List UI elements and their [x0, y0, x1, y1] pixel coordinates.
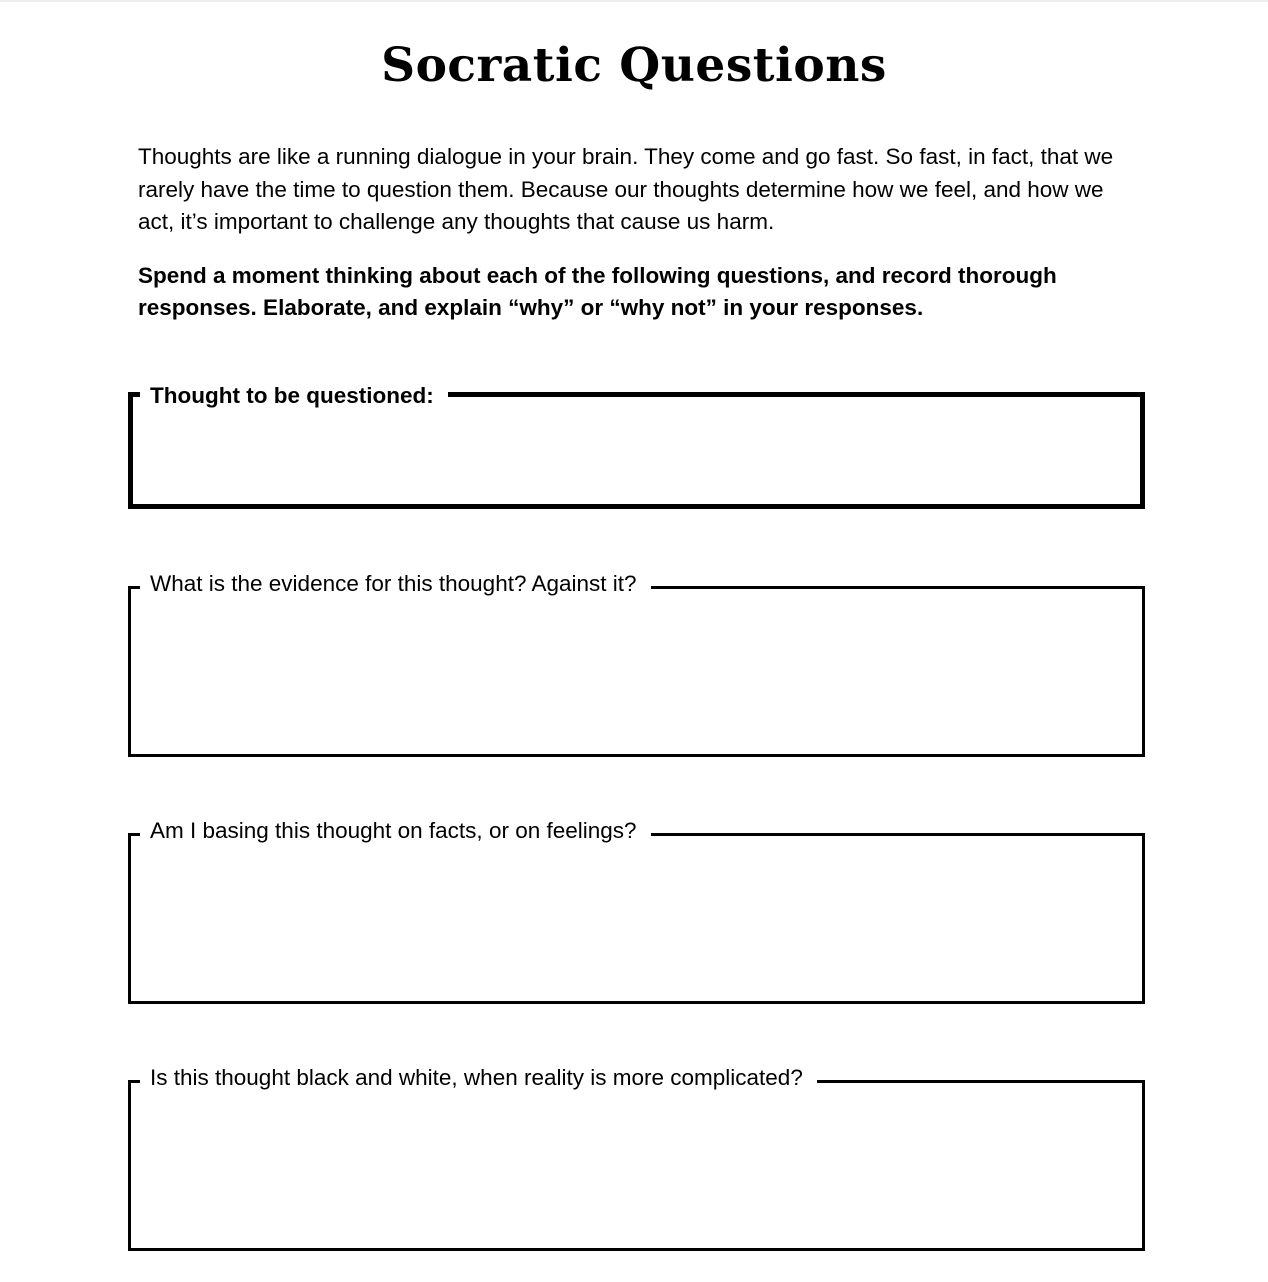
black-and-white-answer-box[interactable] [128, 1065, 1145, 1251]
thought-to-question-label: Thought to be questioned: [140, 383, 448, 409]
black-and-white-question-label: Is this thought black and white, when reality is more complicated? [140, 1065, 817, 1091]
page-title: Socratic Questions [381, 38, 887, 93]
page-top-rule [0, 0, 1268, 2]
facts-or-feelings-answer-box[interactable] [128, 818, 1145, 1004]
evidence-question-label: What is the evidence for this thought? Against it? [140, 571, 651, 597]
intro-paragraph: Thoughts are like a running dialogue in your brain. They come and go fast. So fast, in fact, that we rarely have the time to question them. Because our thoughts determine how we feel, and how we act, it’s important to challenge any thoughts that cause us harm. [138, 144, 1114, 234]
evidence-answer-box[interactable] [128, 571, 1145, 757]
thought-to-question-box[interactable] [128, 383, 1145, 509]
instructions-paragraph: Spend a moment thinking about each of the following questions, and record thorough responses. Elaborate, and explain “why” or “why not” in your responses. [138, 263, 1057, 320]
facts-or-feelings-question-label: Am I basing this thought on facts, or on feelings? [140, 818, 651, 844]
